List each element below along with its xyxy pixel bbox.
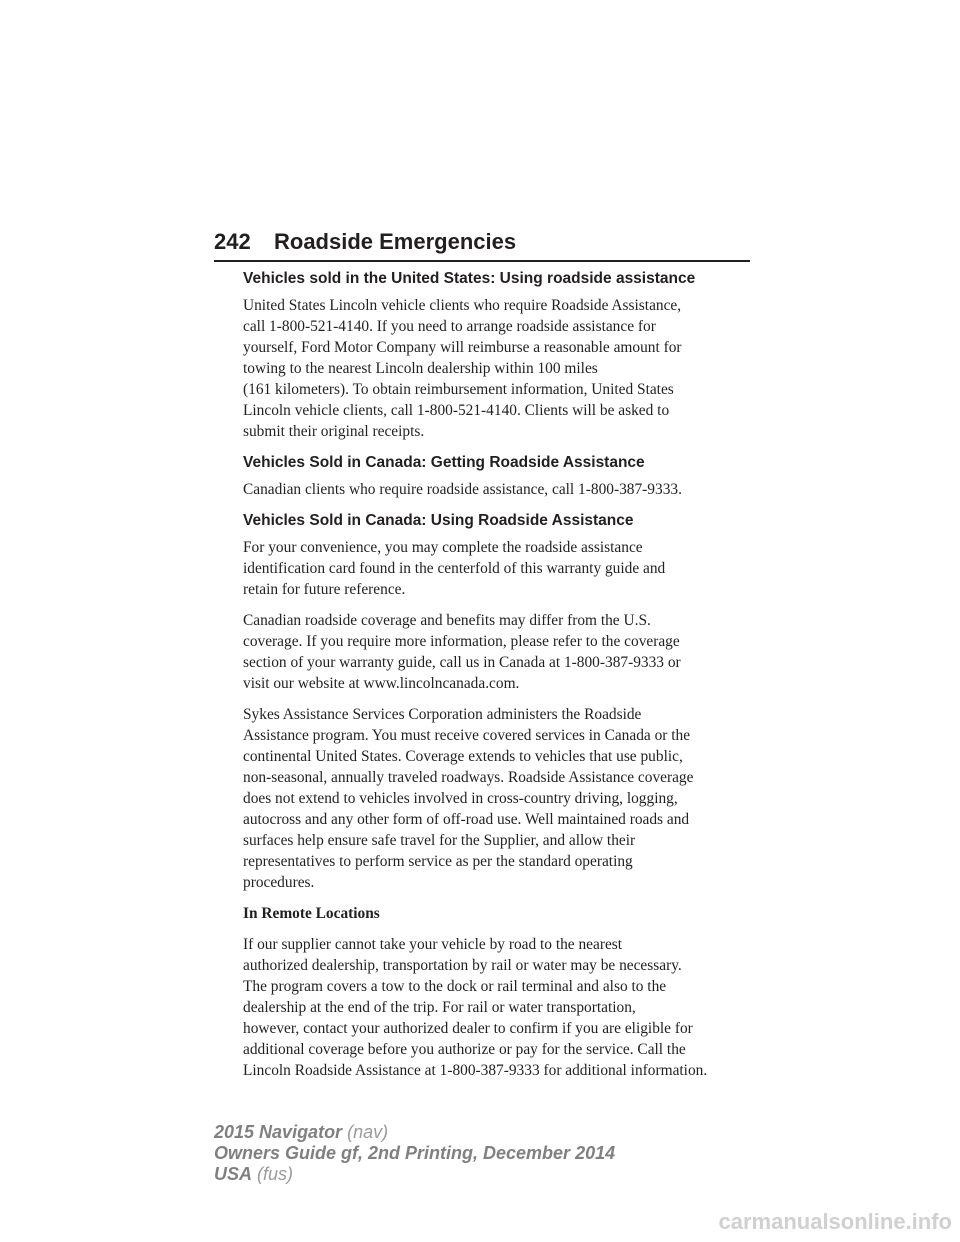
- page-number: 242: [214, 229, 251, 254]
- footer-model-line: [214, 1122, 615, 1143]
- text-line: If our supplier cannot take your vehicle by road to the nearest: [243, 936, 623, 953]
- text-line: For your convenience, you may complete the roadside assistance: [243, 539, 643, 556]
- text-line: continental United States. Coverage extends to vehicles that use public,: [243, 748, 683, 765]
- text-line: submit their original receipts.: [243, 423, 425, 440]
- paragraph: [243, 704, 753, 893]
- text-line: towing to the nearest Lincoln dealership within 100 miles: [243, 360, 598, 377]
- footer-market: USA: [214, 1164, 253, 1184]
- section-heading: Vehicles sold in the United States: Using roadside assistance: [243, 270, 696, 287]
- text-line: identification card found in the centerfold of this warranty guide and: [243, 560, 666, 577]
- footer-guide-line: [214, 1143, 615, 1164]
- text-line: coverage. If you require more information, please refer to the coverage: [243, 633, 680, 650]
- paragraph: [243, 934, 753, 1081]
- text-line: Lincoln vehicle clients, call 1-800-521-4140. Clients will be asked to: [243, 402, 670, 419]
- section-canada-getting: [243, 452, 753, 500]
- paragraph: [243, 295, 753, 442]
- subsection-heading: In Remote Locations: [243, 905, 380, 922]
- footer-model: 2015 Navigator: [214, 1122, 343, 1142]
- page-header: [214, 228, 750, 262]
- text-line: Lincoln Roadside Assistance at 1-800-387-9333 for additional information.: [243, 1062, 708, 1079]
- text-line: Assistance program. You must receive covered services in Canada or the: [243, 727, 691, 744]
- footer-guide: Owners Guide gf, 2nd Printing, December 2014: [214, 1143, 616, 1163]
- text-line: autocross and any other form of off-road use. Well maintained roads and: [243, 811, 690, 828]
- footer-market-line: [214, 1164, 615, 1185]
- watermark: carmanualsonline.info: [718, 1209, 952, 1234]
- page-footer: [214, 1122, 615, 1185]
- text-line: representatives to perform service as per the standard operating: [243, 853, 633, 870]
- text-line: dealership at the end of the trip. For rail or water transportation,: [243, 999, 636, 1016]
- text-line: call 1-800-521-4140. If you need to arrange roadside assistance for: [243, 318, 656, 335]
- section-us-using: [243, 268, 753, 442]
- text-line: visit our website at www.lincolncanada.com.: [243, 675, 520, 692]
- paragraph: [243, 537, 753, 600]
- footer-market-code: (fus): [257, 1164, 294, 1184]
- text-line: yourself, Ford Motor Company will reimburse a reasonable amount for: [243, 339, 682, 356]
- paragraph: [243, 610, 753, 694]
- text-line: Sykes Assistance Services Corporation administers the Roadside: [243, 706, 642, 723]
- section-remote-locations: [243, 903, 753, 1081]
- footer-model-code: (nav): [347, 1122, 389, 1142]
- text-line: additional coverage before you authorize or pay for the service. Call the: [243, 1041, 686, 1058]
- text-line: Canadian roadside coverage and benefits may differ from the U.S.: [243, 612, 651, 629]
- text-line: United States Lincoln vehicle clients who require Roadside Assistance,: [243, 297, 682, 314]
- page-content: [243, 268, 753, 1091]
- text-line: surfaces help ensure safe travel for the Supplier, and allow their: [243, 832, 636, 849]
- text-line: does not extend to vehicles involved in cross-country driving, logging,: [243, 790, 678, 807]
- text-line: The program covers a tow to the dock or rail terminal and also to the: [243, 978, 667, 995]
- section-heading: Vehicles Sold in Canada: Getting Roadside Assistance: [243, 454, 645, 471]
- text-line: procedures.: [243, 874, 315, 891]
- text-line: (161 kilometers). To obtain reimbursement information, United States: [243, 381, 674, 398]
- text-line: authorized dealership, transportation by rail or water may be necessary.: [243, 957, 682, 974]
- section-canada-using: [243, 510, 753, 893]
- section-heading: Vehicles Sold in Canada: Using Roadside Assistance: [243, 512, 634, 529]
- paragraph: [243, 479, 753, 500]
- text-line: retain for future reference.: [243, 581, 406, 598]
- text-line: non-seasonal, annually traveled roadways. Roadside Assistance coverage: [243, 769, 694, 786]
- text-line: however, contact your authorized dealer to confirm if you are eligible for: [243, 1020, 693, 1037]
- text-line: section of your warranty guide, call us in Canada at 1-800-387-9333 or: [243, 654, 681, 671]
- text-line: Canadian clients who require roadside assistance, call 1-800-387-9333.: [243, 481, 682, 498]
- section-title: Roadside Emergencies: [274, 229, 517, 254]
